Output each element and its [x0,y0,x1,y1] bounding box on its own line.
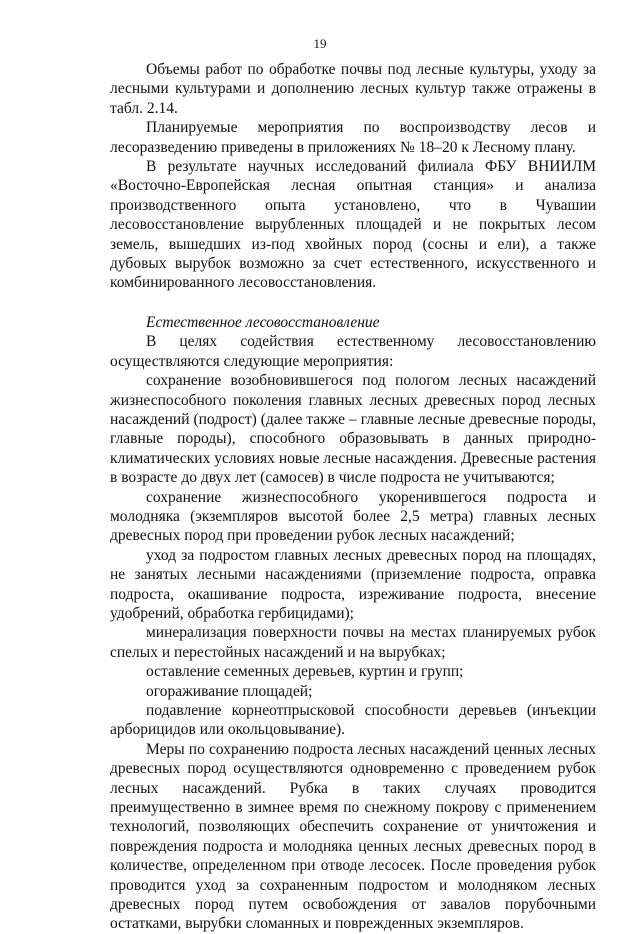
list-item-preserve-undergrowth: сохранение возобновившегося под пологом лесных насаждений жизнеспособного поколения главных лесных древесных пород лесных насаждений (подрост) (далее также – главные лесные древесные породы, главные породы), способного образовывать в данных природно-климатических условиях новые лесные насаждения. Древесные растения в возрасте до двух лет (самосев) в числе подроста не учитываются; [110,372,596,487]
list-item-seed-trees: оставление семенных деревьев, куртин и групп; [146,663,464,681]
list-item-root-sprout-suppression: подавление корнеотпрысковой способности деревьев (инъекции арборицидов или окольцовывание). [110,702,596,739]
list-item-soil-mineralization: минерализация поверхности почвы на местах планируемых рубок спелых и перестойных насаждений и на вырубках; [110,624,596,661]
section-spacer [110,293,596,313]
list-item-fencing: огораживание площадей; [146,682,313,700]
page-body [110,60,596,934]
list-item-undergrowth-care: уход за подростом главных лесных древесных пород на площадях, не занятых лесными насаждениями (приземление подроста, оправка подроста, окашивание подроста, изреживание подроста, внесение удобрений, обработка гербицидами); [110,546,596,622]
section-heading: Естественное лесовосстановление [146,313,380,331]
paragraph-work-volumes: Объемы работ по обработке почвы под лесные культуры, уходу за лесными культурами и дополнению лесных культур также отражены в табл. 2.14. [110,61,596,117]
paragraph-undergrowth-preservation: Меры по сохранению подроста лесных насаждений ценных лесных древесных пород осуществляются одновременно с проведением рубок лесных насаждений. Рубка в таких случаях проводится преимущественно в зимнее время по снежному покрову с применением технологий, позволяющих обеспечить сохранение от уничтожения и повреждения подроста и молодняка ценных лесных древесных пород в количестве, определенном при отводе лесосек. После проведения рубок проводится уход за сохраненным подростом и молодняком лесных древесных пород путем освобождения от завалов порубочными остатками, вырубки сломанных и поврежденных экземпляров. [110,740,596,933]
paragraph-planned-measures: Планируемые мероприятия по воспроизводству лесов и лесоразведению приведены в приложениях № 18–20 к Лесному плану. [110,119,596,156]
paragraph-measures-intro: В целях содействия естественному лесовосстановлению осуществляются следующие мероприятия: [110,333,596,370]
page-number: 19 [313,36,327,51]
paragraph-research-results: В результате научных исследований филиала ФБУ ВНИИЛМ «Восточно-Европейская лесная опытная станция» и анализа производственного опыта установлено, что в Чувашии лесовосстановление вырубленных площадей и не покрытых лесом земель, вышедших из-под хвойных пород (сосны и ели), а также дубовых вырубок возможно за счет естественного, искусственного и комбинированного лесовосстановления. [110,158,596,292]
list-item-preserve-young-growth: сохранение жизнеспособного укоренившегося подроста и молодняка (экземпляров высотой более 2,5 метра) главных лесных древесных пород при проведении рубок лесных насаждений; [110,488,596,545]
